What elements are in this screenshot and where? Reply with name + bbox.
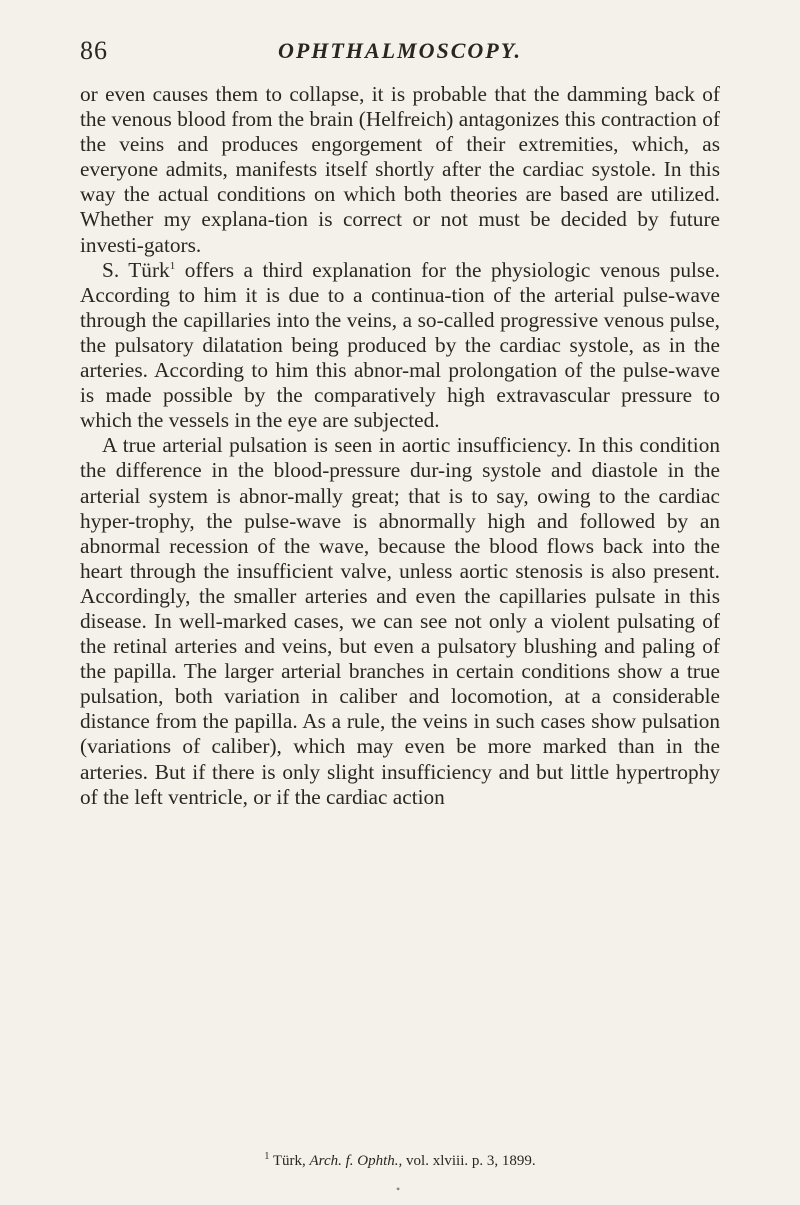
- footnote-journal: Arch. f. Ophth.,: [309, 1153, 403, 1169]
- paragraph-1: or even causes them to collapse, it is probable that the damming back of the venous blood from the brain (Helfreich) antagonizes this contraction of the veins and produces engorgement of their extremities, which, as everyone admits, manifests itself shortly after the cardiac systole. In this way the actual conditions on which both theories are based are utilized. Whether my explana-tion is correct or not must be decided by future investi-gators.: [80, 82, 720, 257]
- footnote-author: Türk,: [272, 1153, 306, 1169]
- paragraph-2-text: offers a third explanation for the physiologic venous pulse. According to him it is due to a continua-tion of the arterial pulse-wave through the capillaries into the veins, a so-called progressive venous pulse, the pulsatory dilatation being produced by the cardiac systole, as in the arteries. According to him this abnor-mal prolongation of the pulse-wave is made possible by the comparatively high extravascular pressure to which the vessels in the eye are subjected.: [80, 257, 720, 433]
- paragraph-2: [80, 258, 720, 434]
- page-header: [80, 36, 720, 70]
- page-mark: •: [396, 1182, 401, 1196]
- footnote-reference: 1: [169, 259, 176, 272]
- author-name: S. Türk: [102, 257, 170, 282]
- footnote-details: vol. xlviii. p. 3, 1899.: [406, 1153, 536, 1169]
- paragraph-3: A true arterial pulsation is seen in aortic insufficiency. In this condition the difference in the blood-pressure dur-ing systole and diastole in the arterial system is abnor-mally great; that is to say, owing to the cardiac hyper-trophy, the pulse-wave is abnormally high and followed by an abnormal recession of the wave, because the blood flows back into the heart through the insufficient valve, unless aortic stenosis is also present. Accordingly, the smaller arteries and even the capillaries pulsate in this disease. In well-marked cases, we can see not only a violent pulsating of the retinal arteries and veins, but even a pulsatory blushing and paling of the papilla. The larger arterial branches in certain conditions show a true pulsation, both variation in caliber and locomotion, at a considerable distance from the papilla. As a rule, the veins in such cases show pulsation (variations of caliber), which may even be more marked than in the arteries. But if there is only slight insufficiency and but little hypertrophy of the left ventricle, or if the cardiac action: [80, 433, 720, 809]
- footnote-number: 1: [264, 1151, 270, 1162]
- body-text: [80, 82, 720, 810]
- footnote: [80, 1152, 720, 1170]
- running-head: OPHTHALMOSCOPY.: [277, 38, 523, 63]
- page-number: 86: [80, 36, 108, 65]
